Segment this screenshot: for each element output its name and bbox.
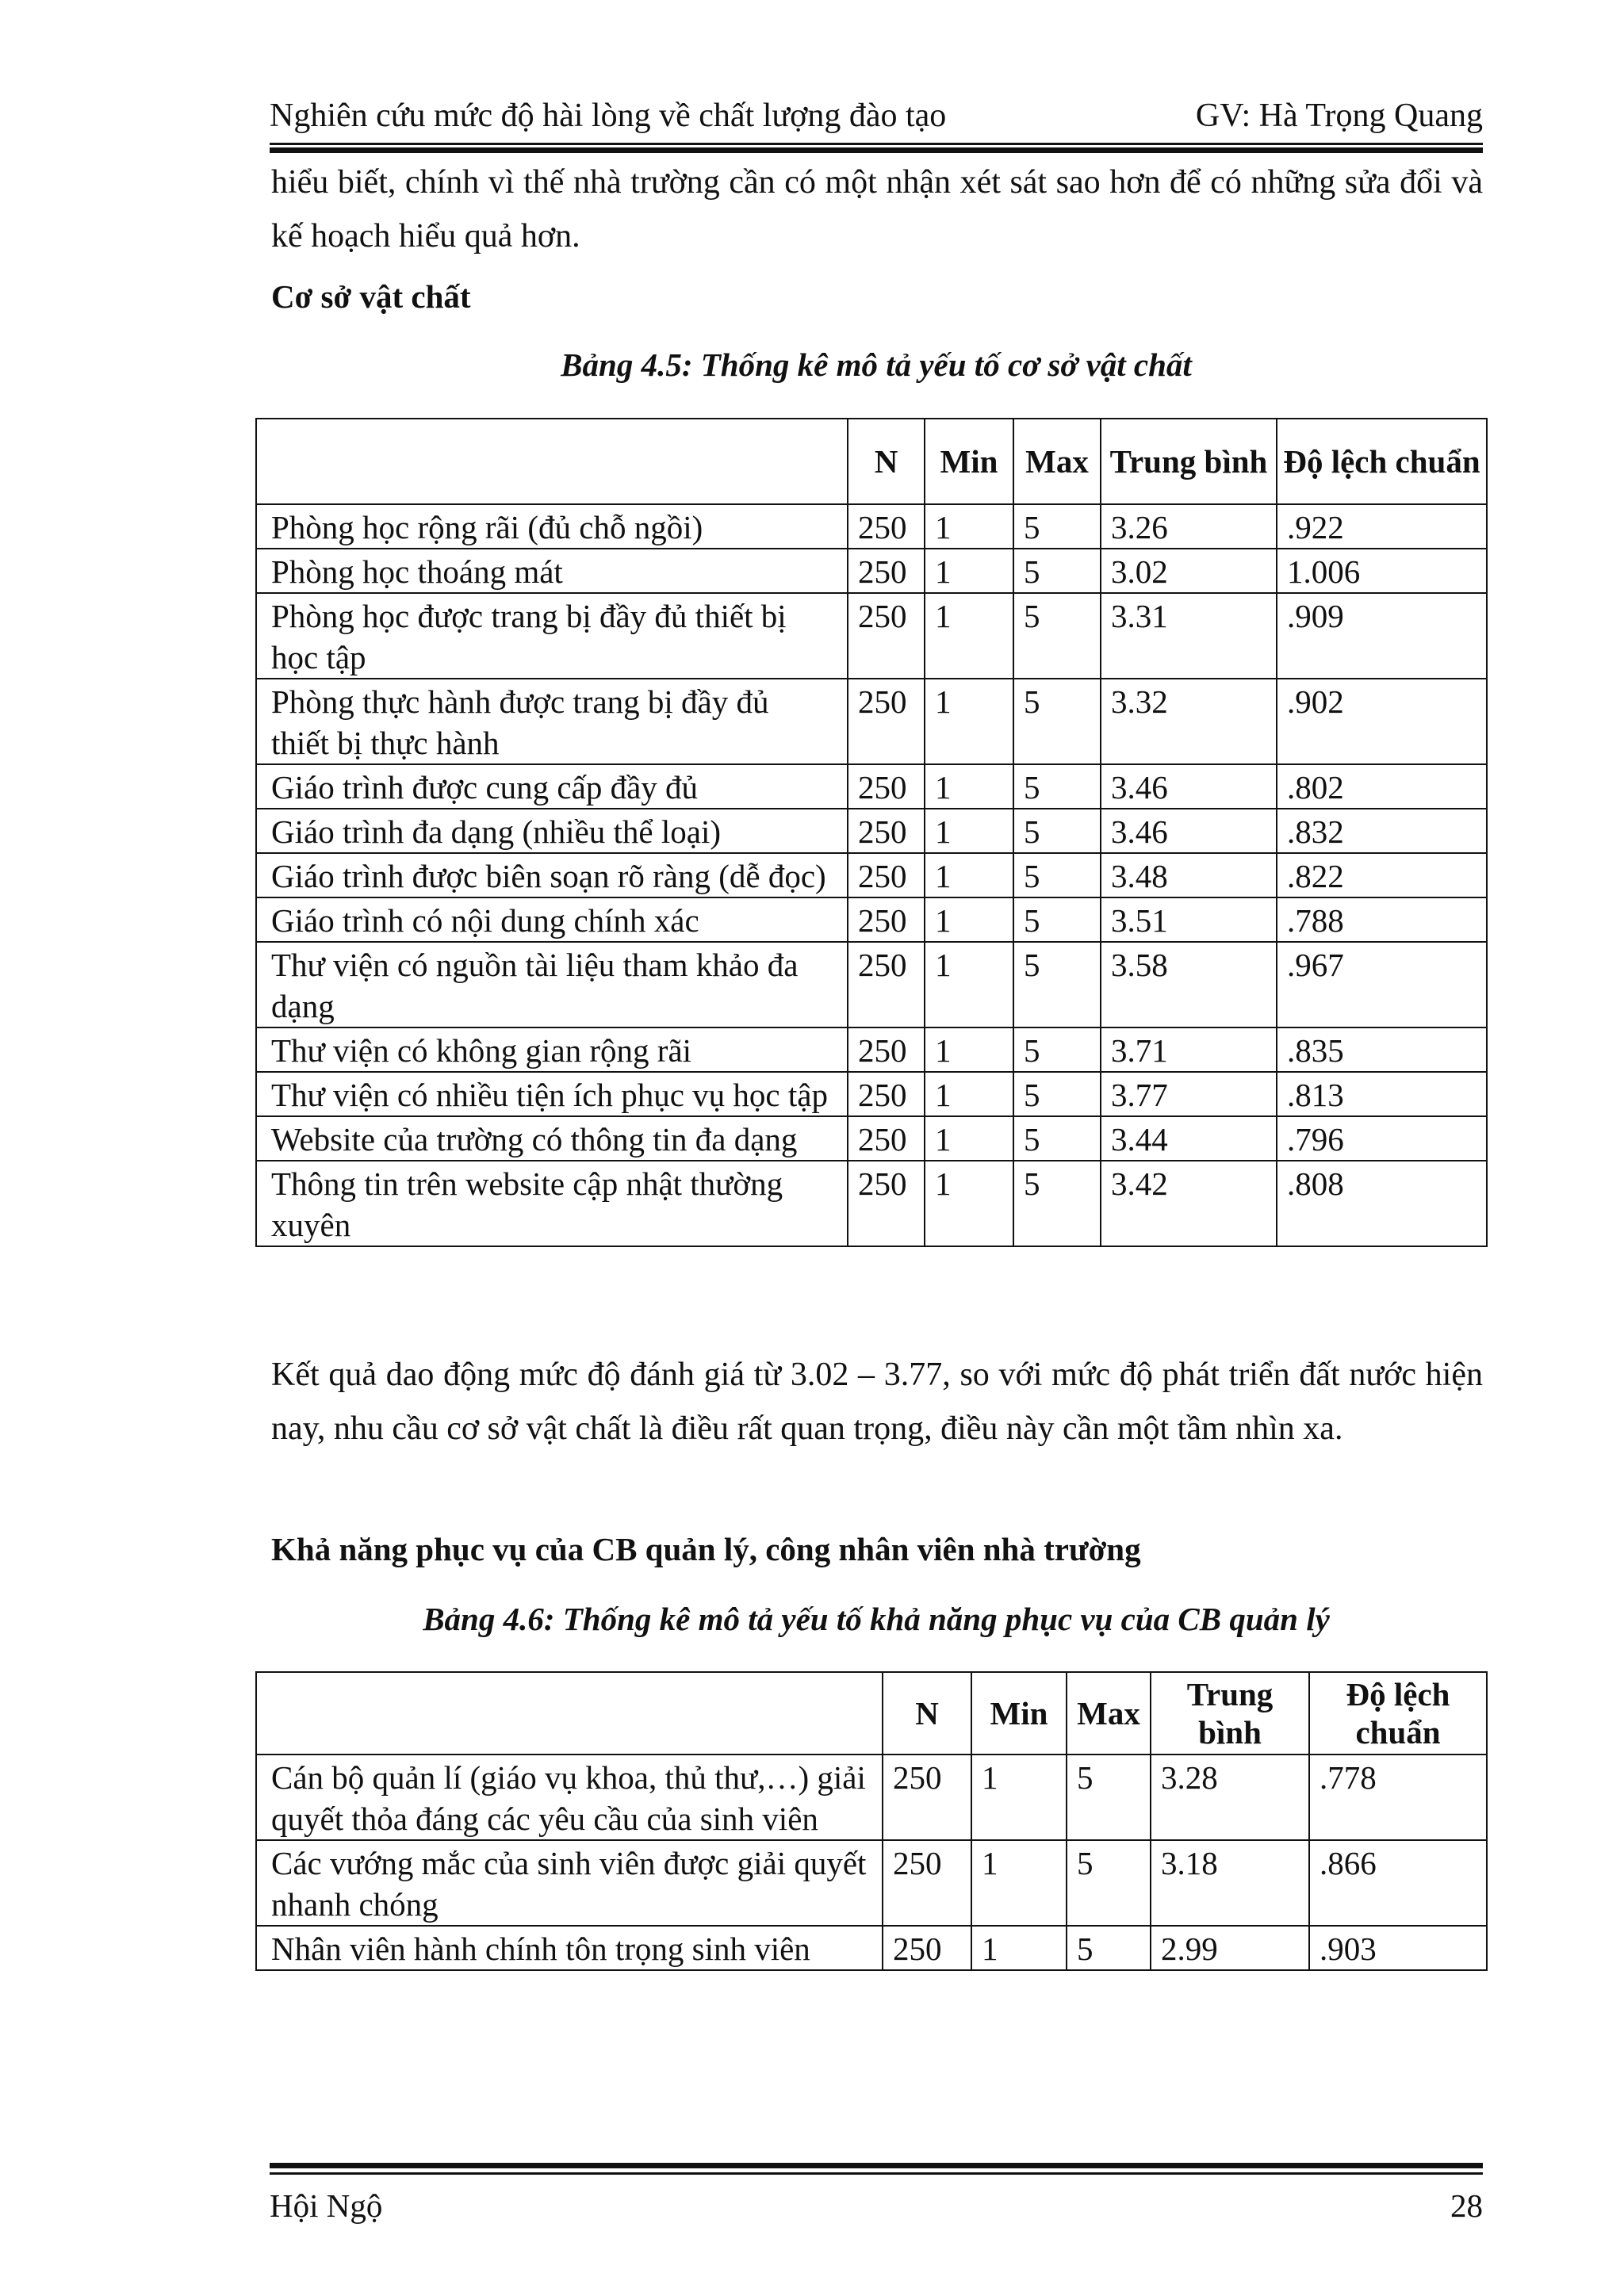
cell-max: 5 — [1013, 1027, 1101, 1072]
table-row — [256, 679, 1487, 764]
cell-min: 1 — [971, 1755, 1067, 1840]
column-header-mean: Trung bình — [1151, 1672, 1309, 1755]
table-caption-4-6: Bảng 4.6: Thống kê mô tả yếu tố khả năng phục vụ của CB quản lý — [423, 1601, 1330, 1637]
cell-n: 250 — [848, 504, 925, 549]
cell-sd: .778 — [1309, 1755, 1487, 1840]
row-label: Phòng học thoáng mát — [256, 549, 848, 593]
row-label: Giáo trình đa dạng (nhiều thể loại) — [256, 809, 848, 853]
cell-sd: .832 — [1277, 809, 1487, 853]
column-header-mean: Trung bình — [1101, 419, 1277, 504]
cell-sd: .788 — [1277, 897, 1487, 942]
cell-min: 1 — [925, 897, 1013, 942]
column-header-n: N — [848, 419, 925, 504]
cell-min: 1 — [925, 549, 1013, 593]
cell-sd: .922 — [1277, 504, 1487, 549]
cell-max: 5 — [1013, 764, 1101, 809]
cell-n: 250 — [848, 809, 925, 853]
cell-n: 250 — [848, 593, 925, 679]
cell-min: 1 — [925, 679, 1013, 764]
row-label: Thư viện có nguồn tài liệu tham khảo đa dạng — [256, 942, 848, 1027]
cell-sd: .802 — [1277, 764, 1487, 809]
column-header-n: N — [883, 1672, 971, 1755]
cell-max: 5 — [1013, 942, 1101, 1027]
cell-sd: .902 — [1277, 679, 1487, 764]
cell-min: 1 — [925, 1072, 1013, 1116]
cell-sd: .866 — [1309, 1840, 1487, 1926]
facilities-conclusion: Kết quả dao động mức độ đánh giá từ 3.02 – 3.77, so với mức độ phát triển đất nước hiện nay, nhu cầu cơ sở vật chất là điều rất quan trọng, điều này cần một tầm nhìn xa. — [271, 1357, 1483, 1447]
table-caption-4-5: Bảng 4.5: Thống kê mô tả yếu tố cơ sở vật chất — [561, 346, 1192, 383]
cell-max: 5 — [1013, 897, 1101, 942]
table-row — [256, 1161, 1487, 1246]
running-footer — [270, 2187, 1483, 2225]
table-row — [256, 897, 1487, 942]
row-label: Cán bộ quản lí (giáo vụ khoa, thủ thư,…) giải quyết thỏa đáng các yêu cầu của sinh viên — [256, 1755, 883, 1840]
column-header-label — [256, 419, 848, 504]
cell-mean: 3.46 — [1101, 809, 1277, 853]
row-label: Thông tin trên website cập nhật thường xuyên — [256, 1161, 848, 1246]
footer-rule-thick — [270, 2163, 1483, 2168]
facilities-stats-table — [255, 418, 1488, 1247]
cell-sd: .796 — [1277, 1116, 1487, 1161]
table-row — [256, 809, 1487, 853]
cell-mean: 3.46 — [1101, 764, 1277, 809]
cell-mean: 3.77 — [1101, 1072, 1277, 1116]
cell-sd: .808 — [1277, 1161, 1487, 1246]
cell-max: 5 — [1013, 504, 1101, 549]
section-heading-facilities: Cơ sở vật chất — [271, 278, 471, 315]
cell-min: 1 — [971, 1840, 1067, 1926]
column-header-label — [256, 1672, 883, 1755]
cell-min: 1 — [925, 593, 1013, 679]
column-header-sd: Độ lệch chuẩn — [1309, 1672, 1487, 1755]
cell-sd: .967 — [1277, 942, 1487, 1027]
table-row — [256, 1840, 1487, 1926]
row-label: Nhân viên hành chính tôn trọng sinh viên — [256, 1926, 883, 1970]
cell-sd: .822 — [1277, 853, 1487, 897]
table-row — [256, 1116, 1487, 1161]
table-row — [256, 593, 1487, 679]
table-row — [256, 942, 1487, 1027]
cell-max: 5 — [1013, 549, 1101, 593]
cell-max: 5 — [1067, 1755, 1151, 1840]
cell-min: 1 — [925, 809, 1013, 853]
cell-mean: 3.58 — [1101, 942, 1277, 1027]
cell-max: 5 — [1013, 1072, 1101, 1116]
cell-max: 5 — [1013, 1161, 1101, 1246]
cell-mean: 3.44 — [1101, 1116, 1277, 1161]
cell-min: 1 — [925, 853, 1013, 897]
cell-n: 250 — [848, 942, 925, 1027]
column-header-max: Max — [1013, 419, 1101, 504]
cell-n: 250 — [848, 1161, 925, 1246]
intro-paragraph: hiểu biết, chính vì thế nhà trường cần có một nhận xét sát sao hơn để có những sửa đổi và kế hoạch hiểu quả hơn. — [271, 164, 1483, 254]
cell-sd: .909 — [1277, 593, 1487, 679]
table-header-row — [256, 419, 1487, 504]
cell-max: 5 — [1013, 593, 1101, 679]
row-label: Thư viện có nhiều tiện ích phục vụ học tập — [256, 1072, 848, 1116]
header-author: GV: Hà Trọng Quang — [1195, 98, 1483, 134]
section-heading-service: Khả năng phục vụ của CB quản lý, công nhân viên nhà trường — [271, 1531, 1141, 1567]
cell-n: 250 — [848, 549, 925, 593]
cell-mean: 3.28 — [1151, 1755, 1309, 1840]
header-rule-thin — [270, 143, 1483, 145]
cell-mean: 3.18 — [1151, 1840, 1309, 1926]
cell-min: 1 — [925, 504, 1013, 549]
footer-author: Hội Ngộ — [270, 2187, 383, 2224]
cell-mean: 3.71 — [1101, 1027, 1277, 1072]
cell-max: 5 — [1013, 853, 1101, 897]
table-row — [256, 1926, 1487, 1970]
row-label: Phòng thực hành được trang bị đầy đủ thiết bị thực hành — [256, 679, 848, 764]
cell-n: 250 — [883, 1840, 971, 1926]
cell-min: 1 — [925, 1116, 1013, 1161]
cell-sd: 1.006 — [1277, 549, 1487, 593]
column-header-sd: Độ lệch chuẩn — [1277, 419, 1487, 504]
cell-min: 1 — [971, 1926, 1067, 1970]
cell-min: 1 — [925, 942, 1013, 1027]
row-label: Thư viện có không gian rộng rãi — [256, 1027, 848, 1072]
cell-min: 1 — [925, 1027, 1013, 1072]
footer-rule-thin — [270, 2172, 1483, 2175]
cell-mean: 3.32 — [1101, 679, 1277, 764]
cell-mean: 3.51 — [1101, 897, 1277, 942]
row-label: Các vướng mắc của sinh viên được giải quyết nhanh chóng — [256, 1840, 883, 1926]
cell-n: 250 — [848, 764, 925, 809]
cell-n: 250 — [848, 853, 925, 897]
column-header-min: Min — [925, 419, 1013, 504]
row-label: Giáo trình được cung cấp đầy đủ — [256, 764, 848, 809]
header-rule-thick — [270, 147, 1483, 153]
cell-n: 250 — [883, 1926, 971, 1970]
cell-mean: 2.99 — [1151, 1926, 1309, 1970]
table-row — [256, 504, 1487, 549]
table-row — [256, 1072, 1487, 1116]
running-header — [270, 97, 1483, 135]
cell-mean: 3.31 — [1101, 593, 1277, 679]
cell-max: 5 — [1067, 1926, 1151, 1970]
cell-max: 5 — [1013, 679, 1101, 764]
table-row — [256, 853, 1487, 897]
header-title: Nghiên cứu mức độ hài lòng về chất lượng đào tạo — [270, 98, 947, 134]
table-header-row — [256, 1672, 1487, 1755]
cell-mean: 3.48 — [1101, 853, 1277, 897]
row-label: Giáo trình có nội dung chính xác — [256, 897, 848, 942]
row-label: Giáo trình được biên soạn rõ ràng (dễ đọc) — [256, 853, 848, 897]
column-header-max: Max — [1067, 1672, 1151, 1755]
cell-mean: 3.02 — [1101, 549, 1277, 593]
cell-min: 1 — [925, 1161, 1013, 1246]
cell-max: 5 — [1013, 1116, 1101, 1161]
cell-n: 250 — [848, 1072, 925, 1116]
cell-n: 250 — [848, 897, 925, 942]
cell-sd: .813 — [1277, 1072, 1487, 1116]
table-row — [256, 764, 1487, 809]
row-label: Website của trường có thông tin đa dạng — [256, 1116, 848, 1161]
table-row — [256, 549, 1487, 593]
row-label: Phòng học được trang bị đầy đủ thiết bị học tập — [256, 593, 848, 679]
cell-n: 250 — [848, 679, 925, 764]
cell-mean: 3.26 — [1101, 504, 1277, 549]
cell-n: 250 — [848, 1027, 925, 1072]
cell-min: 1 — [925, 764, 1013, 809]
row-label: Phòng học rộng rãi (đủ chỗ ngồi) — [256, 504, 848, 549]
cell-n: 250 — [848, 1116, 925, 1161]
cell-sd: .835 — [1277, 1027, 1487, 1072]
table-row — [256, 1755, 1487, 1840]
column-header-min: Min — [971, 1672, 1067, 1755]
cell-max: 5 — [1067, 1840, 1151, 1926]
service-stats-table — [255, 1671, 1488, 1971]
cell-mean: 3.42 — [1101, 1161, 1277, 1246]
table-row — [256, 1027, 1487, 1072]
cell-sd: .903 — [1309, 1926, 1487, 1970]
page-number: 28 — [1450, 2187, 1483, 2224]
cell-n: 250 — [883, 1755, 971, 1840]
cell-max: 5 — [1013, 809, 1101, 853]
